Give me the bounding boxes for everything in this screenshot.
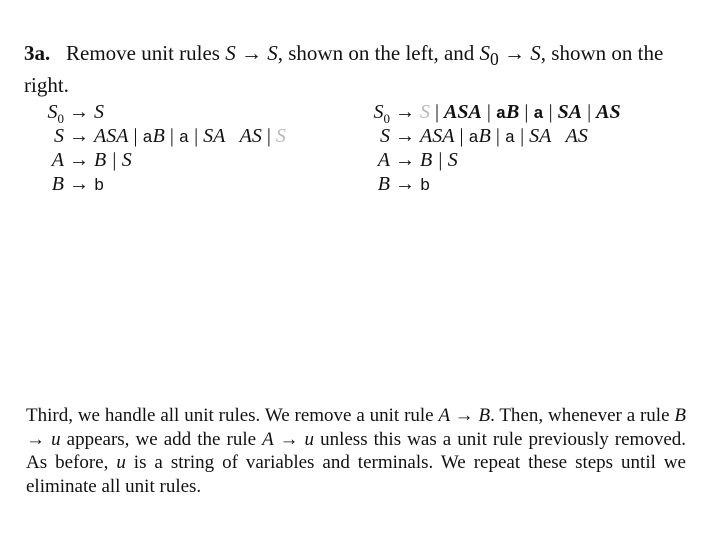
- paragraph-text: . Then, whenever a rule: [490, 405, 675, 426]
- rule-arrow: →: [395, 149, 415, 171]
- rule-arrow: →: [69, 173, 89, 195]
- rule-lhs: B: [51, 173, 64, 195]
- paragraph-text: appears, we add the rule: [60, 428, 263, 450]
- added-rule: a: [495, 105, 507, 124]
- rule-arrow: →: [395, 173, 415, 195]
- heading-rule-s0-lhs: S: [479, 41, 491, 65]
- explanation-paragraph: [26, 404, 686, 498]
- heading-text-after: , shown on the right.: [24, 41, 664, 98]
- rule-arrow: →: [69, 149, 89, 171]
- rule-rhs: b: [94, 177, 105, 196]
- removed-unit-rule: S: [420, 101, 430, 123]
- heading-text-middle: , shown on the left, and: [277, 41, 480, 65]
- left-grammar: [20, 100, 286, 196]
- paragraph-text: unless this was a unit rule previously removed. As before,: [26, 428, 687, 473]
- rule-rhs: ASA | aB | a | SA AS: [420, 125, 588, 148]
- rule-rhs: ASA | aB | a | SA AS | S: [94, 125, 286, 148]
- added-rule: a: [533, 105, 544, 124]
- left-rule-s0: [20, 100, 286, 124]
- left-rule-s: [20, 124, 286, 148]
- right-grammar: [346, 100, 621, 196]
- problem-number: 3a.: [24, 41, 51, 65]
- rule-rhs: S | ASA | aB | a | SA | AS: [420, 101, 621, 124]
- added-rule: ASA: [444, 101, 482, 123]
- rule-arrow: →: [69, 101, 89, 123]
- rule-lhs: B: [377, 173, 390, 195]
- heading-text-before: Remove unit rules: [66, 41, 226, 65]
- right-rule-b: [346, 172, 621, 196]
- right-rule-a: [346, 148, 621, 172]
- heading-rule-s-s: S → S: [225, 41, 278, 65]
- paragraph-rule: A → B: [438, 405, 491, 426]
- problem-heading: [24, 40, 704, 98]
- removed-unit-rule: S: [275, 125, 286, 147]
- paragraph-variable-u: u: [116, 452, 126, 473]
- left-rule-a: [20, 148, 286, 172]
- rule-rhs: b: [420, 177, 431, 196]
- rule-lhs: A: [51, 149, 64, 171]
- rule-lhs: S: [54, 125, 64, 147]
- heading-rule-s0-sub: 0: [490, 49, 499, 70]
- paragraph-text: Third, we handle all unit rules. We remove a unit rule: [26, 405, 439, 426]
- rule-lhs: $S_0$: [373, 101, 390, 126]
- rule-arrow: →: [395, 101, 415, 123]
- rule-rhs: S: [94, 101, 104, 123]
- rule-rhs: B | S: [420, 149, 458, 171]
- rule-rhs: B | S: [94, 149, 132, 171]
- paragraph-text: is a string of variables and terminals. We repeat these steps until we eliminate all unit rules.: [26, 452, 686, 497]
- right-rule-s: [346, 124, 621, 148]
- left-rule-b: [20, 172, 286, 196]
- rule-lhs: $S_0$: [47, 101, 64, 126]
- added-rule: AS: [596, 101, 621, 123]
- added-rule: SA: [557, 101, 583, 123]
- heading-rule-s0-rest: → S: [498, 41, 541, 65]
- paragraph-rule: B → u: [26, 405, 686, 450]
- rule-arrow: →: [395, 125, 415, 147]
- right-rule-s0: [346, 100, 621, 124]
- rule-lhs: S: [380, 125, 390, 147]
- rule-lhs: A: [377, 149, 390, 171]
- paragraph-rule: A → u: [262, 428, 315, 450]
- rule-arrow: →: [69, 125, 89, 147]
